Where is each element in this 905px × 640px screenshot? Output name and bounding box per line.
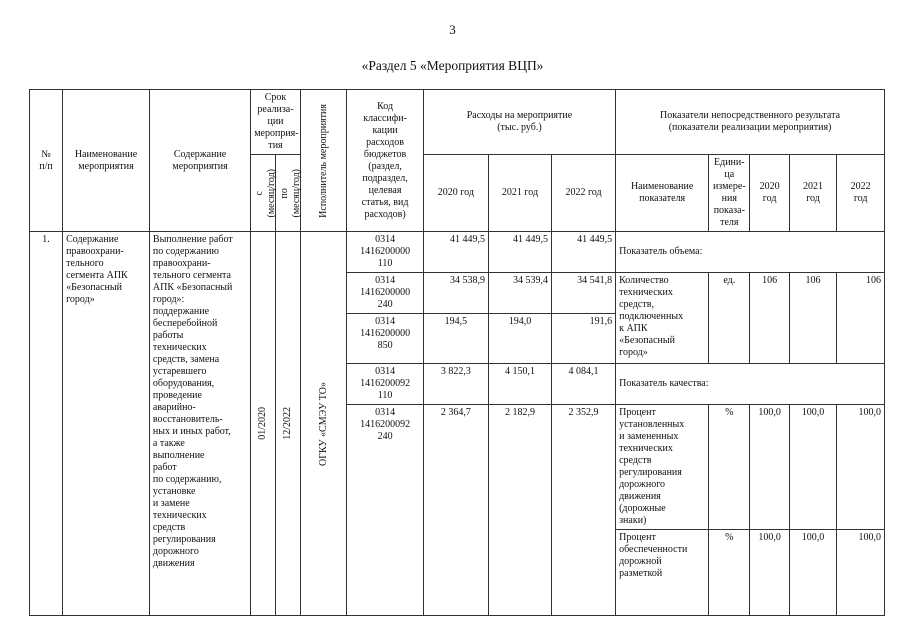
indicator-name: Процент обеспеченности дорожной разметкой <box>616 530 709 616</box>
expense-2021: 4 150,1 <box>488 364 551 405</box>
expense-code: 0314 1416200000 110 <box>347 232 424 273</box>
expense-2022: 34 541,8 <box>551 273 615 314</box>
expense-code: 0314 1416200092 240 <box>347 405 424 616</box>
header-indicator-unit: Едини- ца измере- ния показа- теля <box>709 155 750 232</box>
header-2022: 2022 год <box>551 155 615 232</box>
header-term-to-cell <box>276 155 301 232</box>
indicator-volume-label: Показатель объема: <box>616 232 885 273</box>
indicator-name: Количество технических средств, подключенных к АПК «Безопасный город» <box>616 273 709 364</box>
executor-cell <box>300 232 347 616</box>
expense-code: 0314 1416200092 110 <box>347 364 424 405</box>
indicator-2021: 106 <box>789 273 837 364</box>
term-to: 12/2022 <box>281 407 293 440</box>
term-from: 01/2020 <box>257 407 269 440</box>
indicator-unit: % <box>709 530 750 616</box>
expense-2021: 2 182,9 <box>488 405 551 616</box>
header-content: Содержание мероприятия <box>149 90 250 232</box>
table-row <box>30 232 885 273</box>
header-executor-cell <box>300 90 347 232</box>
indicator-2021: 100,0 <box>789 530 837 616</box>
header-name: Наименование мероприятия <box>63 90 150 232</box>
page-number: 3 <box>449 22 456 37</box>
header-indicators: Показатели непосредственного результата (показатели реализации мероприятия) <box>616 90 885 155</box>
row-num: 1. <box>30 232 63 616</box>
expense-2020: 34 538,9 <box>423 273 488 314</box>
header-code: Код классифи- кации расходов бюджетов (раздел, подраздел, целевая статья, вид расходов) <box>347 90 424 232</box>
header-expenses: Расходы на мероприятие (тыс. руб.) <box>423 90 615 155</box>
expense-2022: 191,6 <box>551 314 615 364</box>
expense-code: 0314 1416200000 850 <box>347 314 424 364</box>
executor: ОГКУ «СМЭУ ТО» <box>317 381 329 466</box>
indicator-2021: 100,0 <box>789 405 837 530</box>
indicator-name: Процент установленных и замененных технических средств регулирования дорожного движения (дорожные знаки) <box>616 405 709 530</box>
header-indicator-2021: 2021 год <box>789 155 837 232</box>
header-indicator-name: Наименование показателя <box>616 155 709 232</box>
indicator-2022: 100,0 <box>837 405 885 530</box>
indicator-2020: 106 <box>750 273 789 364</box>
expense-2020: 2 364,7 <box>423 405 488 616</box>
expense-2020: 3 822,3 <box>423 364 488 405</box>
expense-2020: 194,5 <box>423 314 488 364</box>
expense-2022: 2 352,9 <box>551 405 615 616</box>
measures-table <box>29 89 885 616</box>
header-num: № п/п <box>30 90 63 232</box>
header-term-to: по (месяц/год) <box>279 168 302 218</box>
expense-code: 0314 1416200000 240 <box>347 273 424 314</box>
expense-2021: 194,0 <box>488 314 551 364</box>
term-to-cell <box>276 232 301 616</box>
indicator-unit: ед. <box>709 273 750 364</box>
measure-content: Выполнение работ по содержанию правоохрани- тельного сегмента АПК «Безопасный город»: поддержание бесперебойной работы технических средств, замена устаревшего оборудования, проведение аварийно- восстановитель- ных и иных работ, а также выполнение работ по содержанию, установке и замене технических средств регулирования дорожного движения <box>149 232 250 616</box>
header-2021: 2021 год <box>488 155 551 232</box>
indicator-quality-label: Показатель качества: <box>616 364 885 405</box>
measure-name: Содержание правоохрани- тельного сегмента АПК «Безопасный город» <box>63 232 150 616</box>
expense-2020: 41 449,5 <box>423 232 488 273</box>
header-term-from: с (месяц/год) <box>254 168 278 218</box>
expense-2022: 41 449,5 <box>551 232 615 273</box>
indicator-2022: 100,0 <box>837 530 885 616</box>
indicator-2020: 100,0 <box>750 530 789 616</box>
indicator-2020: 100,0 <box>750 405 789 530</box>
term-from-cell <box>251 232 276 616</box>
expense-2021: 34 539,4 <box>488 273 551 314</box>
section-title: «Раздел 5 «Мероприятия ВЦП» <box>361 58 544 73</box>
indicator-2022: 106 <box>837 273 885 364</box>
header-indicator-2022: 2022 год <box>837 155 885 232</box>
expense-2021: 41 449,5 <box>488 232 551 273</box>
header-executor: Исполнитель мероприятия <box>317 103 329 218</box>
header-term: Срок реализа- ции мероприя- тия <box>251 90 301 155</box>
header-2020: 2020 год <box>423 155 488 232</box>
indicator-unit: % <box>709 405 750 530</box>
header-term-from-cell <box>251 155 276 232</box>
expense-2022: 4 084,1 <box>551 364 615 405</box>
header-indicator-2020: 2020 год <box>750 155 789 232</box>
